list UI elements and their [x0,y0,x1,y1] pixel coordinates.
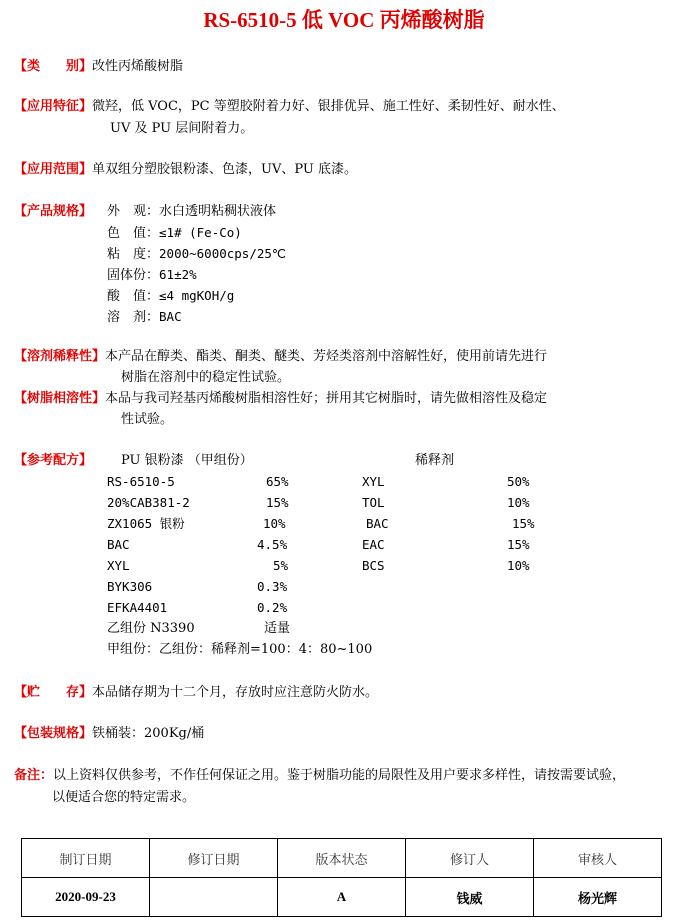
header-version: 版本状态 [278,839,406,878]
scope-label: 【应用范围】 [14,162,93,177]
formula-right-value: 50% [507,474,530,489]
formula-left-name: RS-6510-5 [107,474,175,489]
formula-right-name: XYL [362,474,385,489]
formula-left-value: 5% [273,558,289,573]
formula-right-title: 稀释剂 [415,453,455,468]
compat-text-line2: 性试验。 [121,412,174,427]
formula-right-value: 10% [507,495,530,510]
formula-right-value: 15% [512,516,535,531]
formula-left-title: PU 银粉漆 （甲组份） [121,453,253,468]
formula-left-value: 0.3% [257,579,288,594]
formula-left-value: 0.2% [257,600,288,615]
value-revised-date [150,878,278,917]
formula-left-name: EFKA4401 [107,600,168,615]
formula-right-name: BCS [362,558,385,573]
formula-label: 【参考配方】 [14,453,93,468]
revision-table [21,838,662,917]
formula-left-value: 15% [266,495,289,510]
dilution-row [14,347,547,367]
formula-right-value: 10% [507,558,530,573]
features-text-line1: 微羟，低 VOC，PC 等塑胶附着力好、银排优异、施工性好、柔韧性好、耐水性、 [92,99,565,114]
remark-line1: 备注：以上资料仅供参考，不作任何保证之用。鉴于树脂功能的局限性及用户要求多样性，请按需要试验， [14,768,626,783]
category-text: 改性丙烯酸树脂 [92,59,184,74]
compat-text-line1: 本品与我司羟基丙烯酸树脂相溶性好；拼用其它树脂时，请先做相溶性及稳定 [105,391,548,406]
scope-row [14,160,357,180]
formula-ratio: 甲组份：乙组份：稀释剂=100：4：80~100 [107,642,373,657]
header-approver: 审核人 [534,839,662,878]
storage-row [14,683,378,703]
spec-row [14,202,92,222]
spec-item: 溶 剂：BAC [107,309,182,325]
spec-item: 色 值：≤1# (Fe-Co) [107,225,242,241]
formula-right-name: TOL [362,495,385,510]
formula-left-name: 乙组份 N3390 [107,621,195,636]
dilution-text-line2: 树脂在溶剂中的稳定性试验。 [121,370,291,385]
formula-left-name: BYK306 [107,579,153,594]
header-reviser: 修订人 [406,839,534,878]
formula-left-name: ZX1065 银粉 [107,516,185,531]
packing-text: 铁桶装：200Kg/桶 [92,726,205,741]
revision-header-row [22,839,662,878]
header-created-date: 制订日期 [22,839,150,878]
value-approver: 杨光辉 [534,878,662,917]
scope-text: 单双组分塑胶银粉漆、色漆，UV、PU 底漆。 [92,162,357,177]
spec-label: 【产品规格】 [14,204,93,219]
formula-left-value: 4.5% [257,537,288,552]
formula-left-name: XYL [107,558,130,573]
formula-left-value: 10% [263,516,286,531]
spec-item: 粘 度：2000~6000cps/25℃ [107,246,286,262]
formula-left-value: 适量 [264,621,291,636]
formula-row [14,451,92,471]
packing-row [14,724,204,744]
features-label: 【应用特征】 [14,99,93,114]
storage-text: 本品储存期为十二个月，存放时应注意防火防水。 [92,685,379,700]
dilution-label: 【溶剂稀释性】 [14,349,106,364]
revision-value-row [22,878,662,917]
formula-left-name: BAC [107,537,130,552]
formula-left-name: 20%CAB381-2 [107,495,190,510]
remark-line2: 以便适合您的特定需求。 [52,790,196,805]
storage-label: 【贮 存】 [14,685,93,700]
spec-item: 酸 值：≤4 mgKOH/g [107,288,235,304]
compat-row [14,389,547,409]
spec-item: 外 观：水白透明粘稠状液体 [107,204,277,219]
formula-right-name: EAC [362,537,385,552]
compat-label: 【树脂相溶性】 [14,391,106,406]
spec-item: 固体份：61±2% [107,267,197,283]
packing-label: 【包装规格】 [14,726,93,741]
category-row [14,57,183,77]
value-version: A [278,878,406,917]
value-created-date: 2020-09-23 [22,878,150,917]
remark-label: 备注： [14,768,54,783]
dilution-text-line1: 本产品在醇类、酯类、酮类、醚类、芳烃类溶剂中溶解性好，使用前请先进行 [105,349,548,364]
category-label: 【类 别】 [14,59,93,74]
formula-right-value: 15% [507,537,530,552]
features-text-line2: UV 及 PU 层间附着力。 [110,121,254,136]
formula-left-value: 65% [266,474,289,489]
formula-right-name: BAC [366,516,389,531]
features-row [14,97,565,117]
value-reviser: 钱威 [406,878,534,917]
document-title: RS-6510-5 低 VOC 丙烯酸树脂 [203,8,485,32]
header-revised-date: 修订日期 [150,839,278,878]
